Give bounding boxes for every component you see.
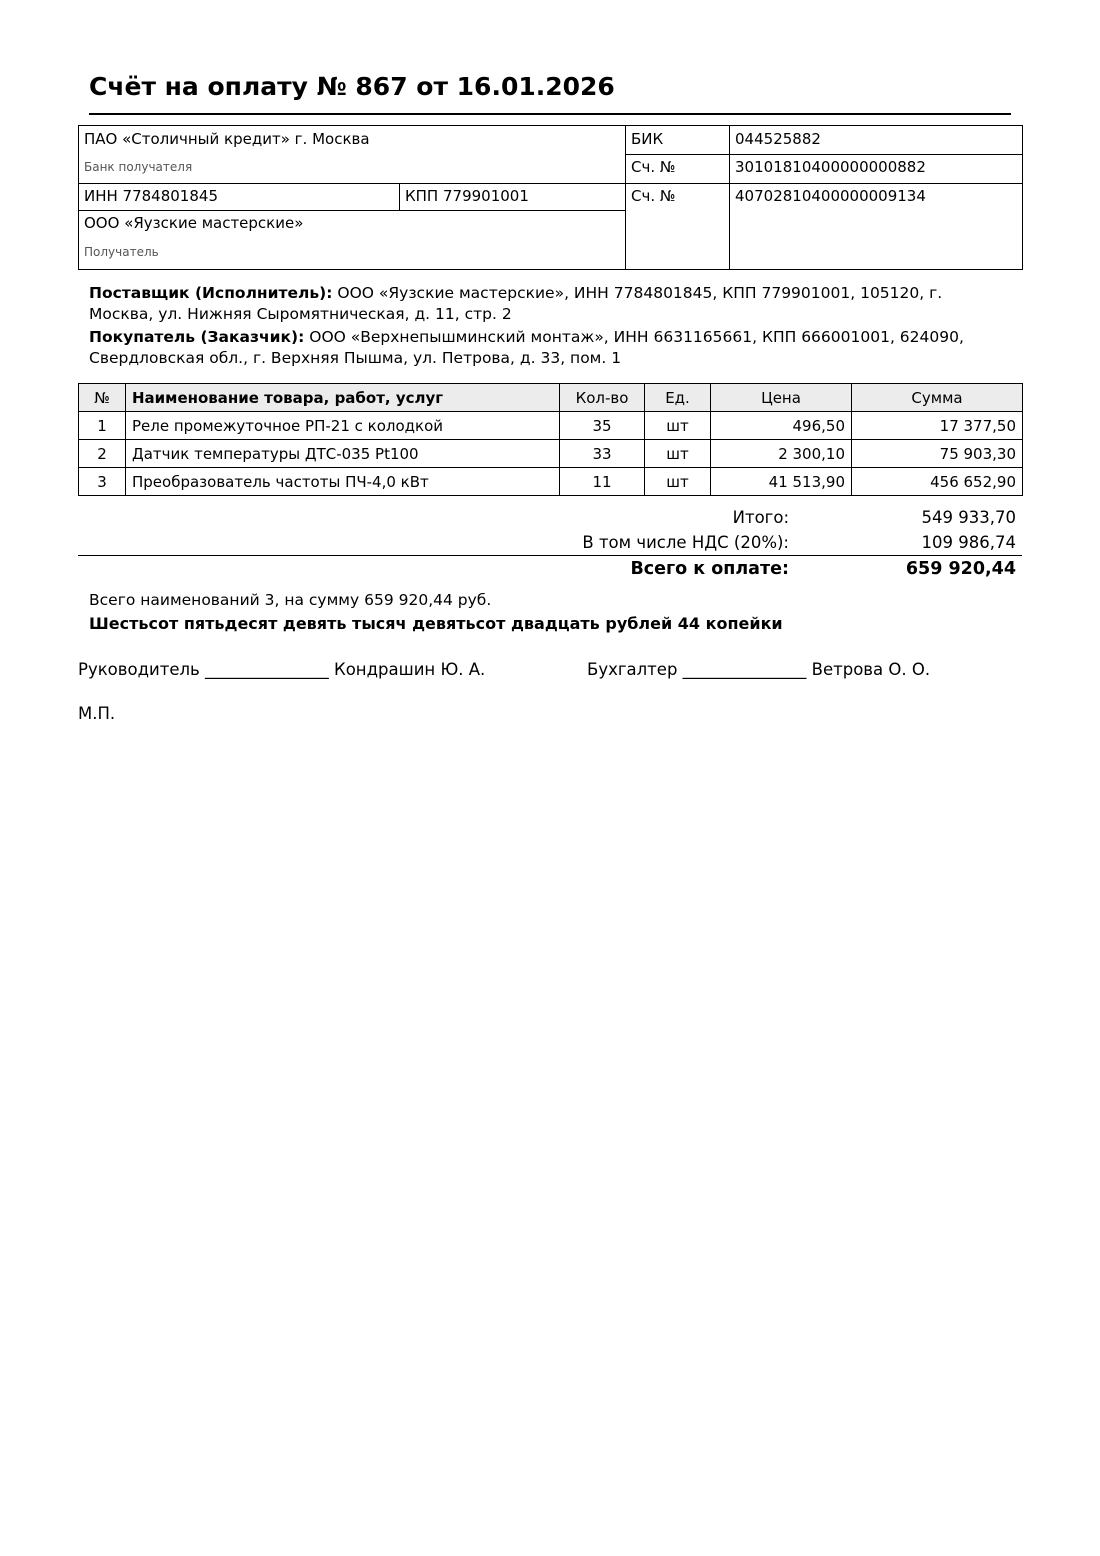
row-name: Реле промежуточное РП-21 с колодкой [126,412,560,440]
grand-total-row [78,555,1022,582]
row-unit: шт [645,468,711,496]
col-header-name: Наименование товара, работ, услуг [126,384,560,412]
parties-block [89,283,1004,371]
recipient-inn: ИНН 7784801845 [79,184,400,211]
row-name: Датчик температуры ДТС-035 Pt100 [126,440,560,468]
items-table [78,383,1023,496]
bank-caption: Банк получателя [79,155,626,184]
director-signature: Руководитель _______________ Кондрашин Ю. А. [78,660,486,679]
col-header-sum: Сумма [852,384,1023,412]
row-price: 41 513,90 [711,468,852,496]
table-row [79,412,1023,440]
accountant-signature: Бухгалтер _______________ Ветрова О. О. [587,660,931,679]
row-unit: шт [645,440,711,468]
row-qty: 35 [560,412,645,440]
corr-account-value: 30101810400000000882 [730,155,1023,184]
row-num: 2 [79,440,126,468]
supplier-details: ООО «Яузские мастерские», ИНН 7784801845, КПП 779901001, 105120, г. Москва, ул. Нижняя Сыромятническая, д. 11, стр. 2 [89,284,943,323]
row-num: 1 [79,412,126,440]
subtotal-row [78,505,1022,530]
row-sum: 17 377,50 [852,412,1023,440]
corr-account-label: Сч. № [626,155,730,184]
buyer-details: ООО «Верхнепышминский монтаж», ИНН 6631165661, КПП 666001001, 624090, Свердловская обл., г. Верхняя Пышма, ул. Петрова, д. 33, пом. 1 [89,328,964,367]
supplier-label: Поставщик (Исполнитель): [89,284,333,302]
vat-row [78,530,1022,555]
title-divider [89,113,1011,115]
buyer-label: Покупатель (Заказчик): [89,328,305,346]
subtotal-label: Итого: [732,508,789,527]
recipient-name: ООО «Яузские мастерские» [79,211,626,240]
row-price: 496,50 [711,412,852,440]
row-sum: 456 652,90 [852,468,1023,496]
col-header-qty: Кол-во [560,384,645,412]
table-row [79,468,1023,496]
col-header-price: Цена [711,384,852,412]
bank-name: ПАО «Столичный кредит» г. Москва [79,126,626,155]
items-count-summary: Всего наименований 3, на сумму 659 920,44 руб. [89,591,492,609]
col-header-unit: Ед. [645,384,711,412]
amount-in-words: Шестьсот пятьдесят девять тысяч девятьсот двадцать рублей 44 копейки [89,614,783,633]
row-qty: 11 [560,468,645,496]
stamp-placeholder: М.П. [78,704,116,723]
grand-total-label: Всего к оплате: [630,559,789,579]
recipient-kpp: КПП 779901001 [400,184,626,211]
summary-block [89,590,783,634]
items-header-row [79,384,1023,412]
row-unit: шт [645,412,711,440]
subtotal-value: 549 933,70 [921,508,1016,527]
buyer-line [89,327,1004,369]
bank-details-table [78,125,1023,270]
bik-label: БИК [626,126,730,155]
col-header-num: № [79,384,126,412]
vat-label: В том числе НДС (20%): [582,533,789,552]
table-row [79,440,1023,468]
row-name: Преобразователь частоты ПЧ-4,0 кВт [126,468,560,496]
row-sum: 75 903,30 [852,440,1023,468]
row-num: 3 [79,468,126,496]
bik-value: 044525882 [730,126,1023,155]
vat-value: 109 986,74 [921,533,1016,552]
recipient-caption: Получатель [79,240,626,270]
invoice-title: Счёт на оплату № 867 от 16.01.2026 [89,72,615,101]
account-value: 40702810400000009134 [730,184,1023,270]
supplier-line [89,283,1004,325]
grand-total-value: 659 920,44 [905,559,1016,579]
totals-block [78,505,1022,582]
account-label: Сч. № [626,184,730,270]
row-qty: 33 [560,440,645,468]
row-price: 2 300,10 [711,440,852,468]
